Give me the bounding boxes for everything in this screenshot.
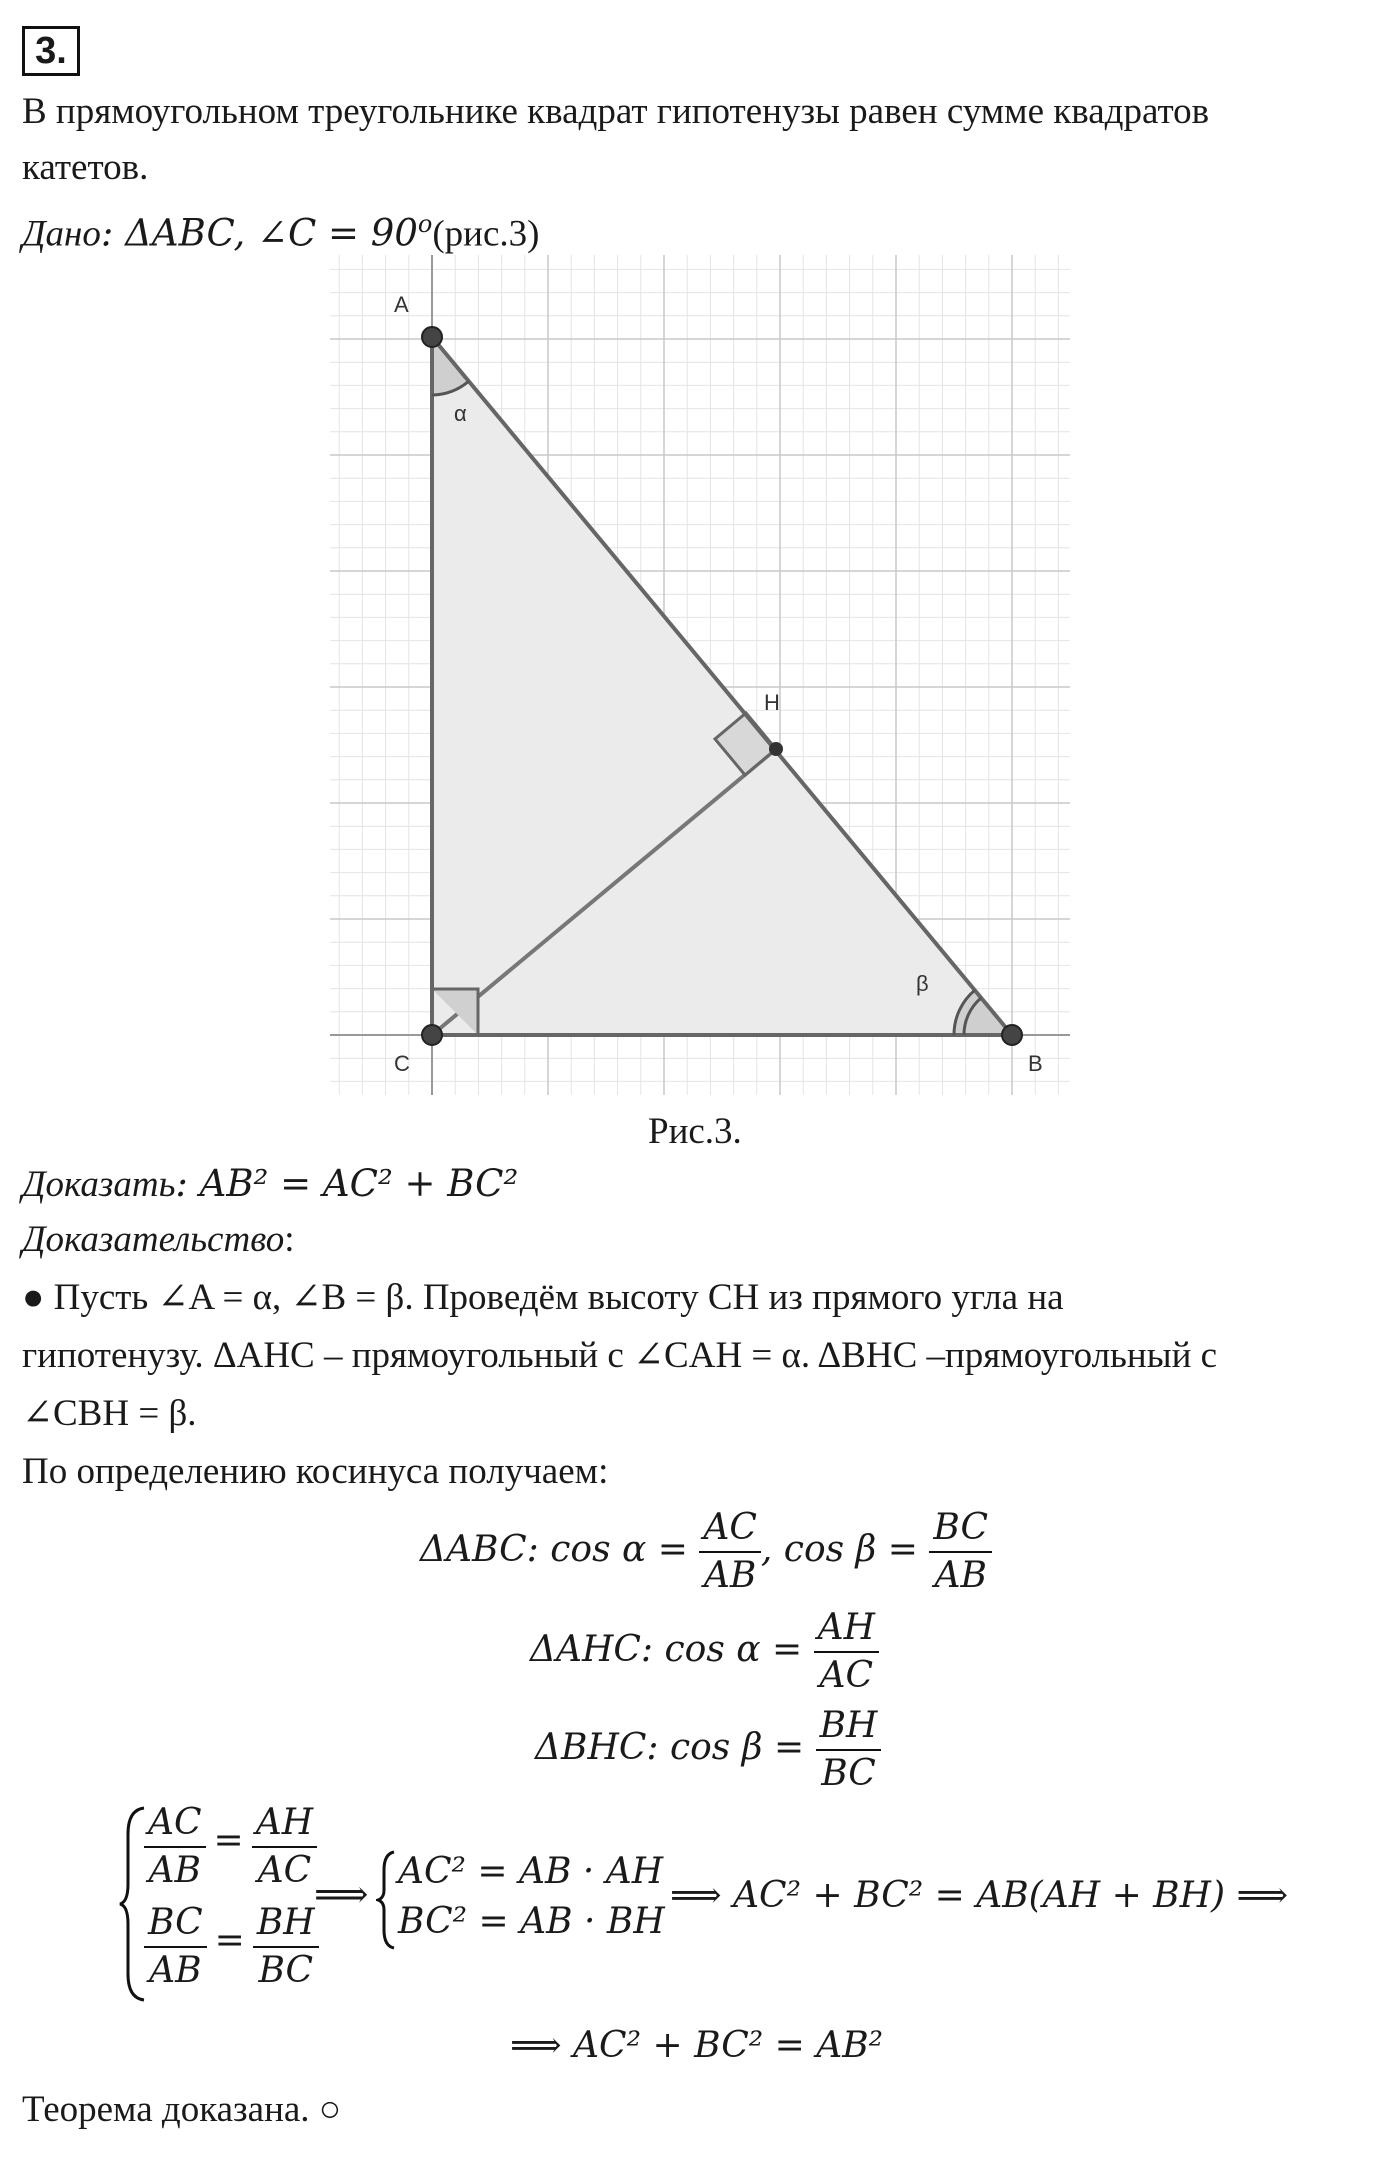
sys-r1-den-r: AC — [257, 1850, 312, 1891]
sys-r1-num-l: AC — [144, 1800, 206, 1848]
eq3-num: BH — [816, 1703, 882, 1751]
prove-label: Доказать — [22, 1164, 176, 1205]
eq1-num2: BC — [929, 1505, 992, 1553]
eq1-num1: AC — [699, 1505, 761, 1553]
system-result: ⟹ AC² + BC² = AB(AH + BH) ⟹ — [670, 1875, 1289, 1916]
triangle-figure — [330, 255, 1080, 1115]
proof-line-2: гипотенузу. ΔAHC – прямоугольный с ∠CAH = α. ΔBHC –прямоугольный с — [22, 1335, 1218, 1376]
triangle-diagram — [330, 255, 1080, 1115]
proof-label: Доказательство — [22, 1219, 285, 1260]
label-beta: β — [916, 971, 929, 996]
label-a: A — [394, 292, 409, 317]
equation-system — [118, 1800, 1368, 2010]
proof-line-1: ● Пусть ∠A = α, ∠B = β. Проведём высоту CH из прямого угла на — [22, 1277, 1064, 1318]
system-s2: BC² = AB · BH — [398, 1901, 665, 1942]
theorem-line-2: катетов. — [22, 147, 149, 188]
system-s1: AC² = AB · AH — [398, 1851, 664, 1892]
final-equation: ⟹ AC² + BC² = AB² — [510, 2025, 884, 2066]
theorem-line-1: В прямоугольном треугольнике квадрат гипотенузы равен сумме квадратов — [22, 91, 1210, 132]
eq2-den: AC — [819, 1655, 874, 1696]
prove-text: : AB² = AC² + BC² — [175, 1162, 519, 1205]
eq1-label: ΔABC: cos α = — [420, 1529, 700, 1570]
sys-r2-left — [144, 1900, 207, 1994]
given-text: : ΔABC, ∠C = 90 — [100, 211, 418, 255]
eq2-frac — [814, 1605, 879, 1699]
given-degree: o — [417, 210, 433, 238]
equation-bhc — [535, 1703, 881, 1797]
eq1-mid: , cos β = — [760, 1529, 930, 1570]
system-brace-right — [376, 1850, 398, 1950]
sys-r2-right — [253, 1900, 319, 1994]
conclusion: Теорема доказана. ○ — [22, 2089, 342, 2130]
label-b: B — [1028, 1051, 1043, 1076]
label-alpha: α — [454, 401, 467, 426]
eq2-label: ΔAHC: cos α = — [530, 1629, 814, 1670]
sys-r2-den-r: BC — [258, 1950, 314, 1991]
proof-colon: : — [284, 1219, 295, 1260]
eq1-frac2 — [929, 1505, 992, 1599]
point-b — [1002, 1025, 1022, 1045]
eq2-num: AH — [814, 1605, 879, 1653]
point-c — [422, 1025, 442, 1045]
cosine-intro: По определению косинуса получаем: — [22, 1451, 609, 1492]
label-h: H — [764, 690, 780, 715]
system-arrow-1: ⟹ — [314, 1872, 369, 1916]
sys-r2-num-l: BC — [144, 1900, 207, 1948]
sys-r2-num-r: BH — [253, 1900, 319, 1948]
given-statement — [22, 198, 539, 260]
sys-r2-den-l: AB — [149, 1950, 202, 1991]
system-row-1: $\frac{AC}{AB}$ = $\frac{AH}{AC}$ — [144, 1800, 317, 1894]
given-label: Дано — [22, 213, 101, 255]
sys-r1-num-r: AH — [252, 1800, 317, 1848]
proof-line-3: ∠CBH = β. — [22, 1393, 197, 1434]
figure-caption: Рис.3. — [648, 1111, 742, 1152]
problem-number: 3. — [22, 26, 80, 76]
system-row-2: $\frac{BC}{AB}$ = $\frac{BH}{BC}$ — [144, 1900, 319, 1994]
point-h — [769, 742, 783, 756]
sys-r1-left — [144, 1800, 206, 1894]
eq1-den2: AB — [934, 1555, 987, 1596]
equation-abc — [420, 1505, 992, 1599]
sys-r1-right — [252, 1800, 317, 1894]
eq3-label: ΔBHC: cos β = — [535, 1727, 816, 1768]
prove-statement — [22, 1158, 518, 1211]
eq3-den: BC — [821, 1753, 876, 1794]
eq3-frac — [816, 1703, 882, 1797]
proof-heading — [22, 1214, 295, 1266]
label-c: C — [394, 1051, 410, 1076]
eq1-frac1 — [699, 1505, 761, 1599]
point-a — [422, 327, 442, 347]
sys-r1-den-l: AB — [148, 1850, 201, 1891]
given-ref: (рис.3) — [432, 213, 540, 255]
eq1-den1: AB — [703, 1555, 757, 1596]
equation-ahc — [530, 1605, 879, 1699]
